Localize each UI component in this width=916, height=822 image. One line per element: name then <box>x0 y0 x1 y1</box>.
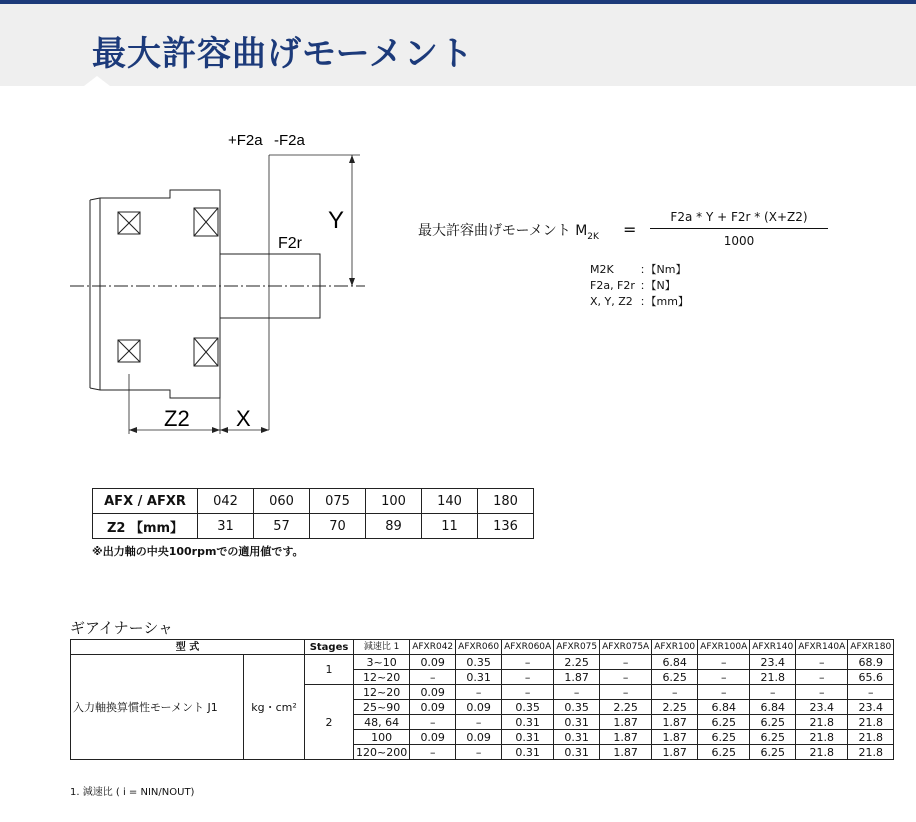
table-row: 入力軸換算慣性モーメント J1 kg・cm² 1 3~10 0.09 0.35 – 2.25 – 6.84 – 23.4 – 68.9 <box>71 655 894 670</box>
z2-table <box>92 488 534 539</box>
bearing-icon <box>118 208 218 366</box>
table-row: 2 12~20 0.09 – – – – – – – – – <box>71 685 894 700</box>
table-row: 48, 64 – – 0.31 0.31 1.87 1.87 6.25 6.25 21.8 21.8 <box>71 715 894 730</box>
page-header <box>0 4 916 86</box>
table-row: 25~90 0.09 0.09 0.35 0.35 2.25 2.25 6.84 6.84 23.4 23.4 <box>71 700 894 715</box>
section-title-inertia: ギアイナーシャ <box>70 619 174 637</box>
label-minus-f2a: -F2a <box>274 132 305 149</box>
header-notch <box>84 76 110 88</box>
table-row: 12~20 – 0.31 – 1.87 – 6.25 – 21.8 – 65.6 <box>71 670 894 685</box>
z2-note: ※出力軸の中央100rpmでの適用値です。 <box>92 545 304 558</box>
inertia-table <box>70 639 894 760</box>
table-row: 100 0.09 0.09 0.31 0.31 1.87 1.87 6.25 6.25 21.8 21.8 <box>71 730 894 745</box>
formula-denominator: 1000 <box>723 234 755 248</box>
unit-list <box>590 262 689 310</box>
table-row: Z2 【mm】 31 57 70 89 11 136 <box>93 514 534 539</box>
bending-moment-diagram <box>60 120 390 450</box>
label-f2r: F2r <box>278 235 302 252</box>
formula-label: 最大許容曲げモーメント $M_{2K}$ <box>418 223 599 242</box>
page-title: 最大許容曲げモーメント <box>92 34 474 74</box>
formula-numerator: F2a * Y + F2r * (X+Z2) <box>670 210 808 224</box>
unit-row: M2K ：【Nm】 <box>590 263 687 276</box>
ratio-footnote: 1. 減速比 ( i = NIN/NOUT) <box>70 787 195 798</box>
unit-row: X, Y, Z2 ：【mm】 <box>590 295 689 308</box>
table-row: AFX / AFXR 042 060 075 100 140 180 <box>93 489 534 514</box>
formula-equals: = <box>623 220 637 239</box>
label-y: Y <box>328 207 345 234</box>
table-row: 120~200 – – 0.31 0.31 1.87 1.87 6.25 6.25 21.8 21.8 <box>71 745 894 760</box>
fraction-line <box>650 228 828 229</box>
table-header-row: 型 式 Stages 減速比 1 AFXR042 AFXR060 AFXR060A AFXR075 AFXR075A AFXR100 AFXR100A AFXR140 AFXR140A AFXR180 <box>71 640 894 655</box>
label-plus-f2a: +F2a <box>228 132 263 149</box>
label-x: X <box>236 406 251 431</box>
unit-row: F2a, F2r ：【N】 <box>590 279 676 292</box>
label-z2: Z2 <box>164 406 190 431</box>
